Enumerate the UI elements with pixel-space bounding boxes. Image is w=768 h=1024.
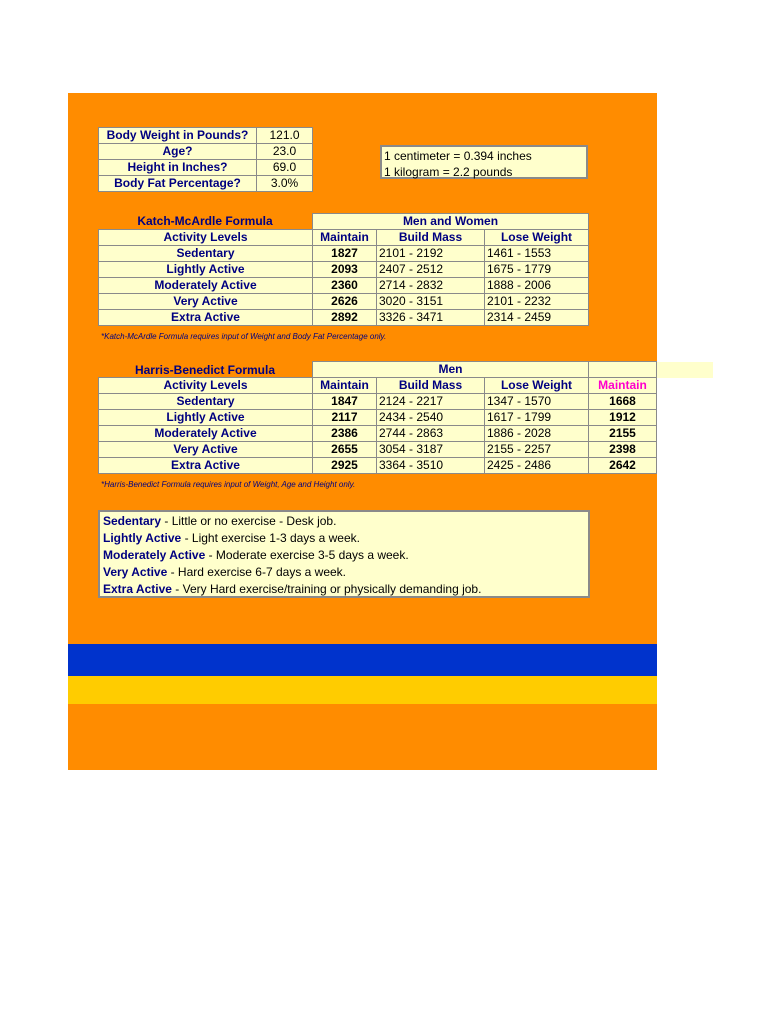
legend-line bbox=[103, 547, 585, 564]
build-range: 3326 - 3471 bbox=[377, 310, 485, 326]
conversion-line: 1 kilogram = 2.2 pounds bbox=[384, 165, 513, 179]
lose-range: 2425 - 2486 bbox=[485, 458, 589, 474]
legend-desc: - Very Hard exercise/training or physically demanding job. bbox=[171, 582, 482, 596]
maintain-value: 1827 bbox=[313, 246, 377, 262]
build-range: 2124 - 2217 bbox=[377, 394, 485, 410]
legend-line bbox=[103, 513, 585, 530]
build-range: 2434 - 2540 bbox=[377, 410, 485, 426]
col-header: Build Mass bbox=[377, 378, 485, 394]
maintain-value: 2386 bbox=[313, 426, 377, 442]
yellow-band bbox=[68, 676, 657, 704]
legend-desc: - Little or no exercise - Desk job. bbox=[161, 514, 337, 528]
maintain-value: 2117 bbox=[313, 410, 377, 426]
lose-range: 1886 - 2028 bbox=[485, 426, 589, 442]
legend-term: Very Active bbox=[103, 565, 168, 579]
conversion-box bbox=[380, 145, 588, 179]
harris-table bbox=[98, 361, 657, 474]
legend-desc: - Hard exercise 6-7 days a week. bbox=[167, 565, 347, 579]
overflow-strip bbox=[657, 362, 713, 378]
maintain-value-2: 1668 bbox=[589, 394, 657, 410]
maintain-value: 2925 bbox=[313, 458, 377, 474]
table-header-row bbox=[99, 230, 589, 246]
table-header-row bbox=[99, 378, 657, 394]
table-row bbox=[99, 294, 589, 310]
table-row bbox=[99, 394, 657, 410]
col-header: Lose Weight bbox=[485, 378, 589, 394]
build-range: 2714 - 2832 bbox=[377, 278, 485, 294]
col-header: Maintain bbox=[313, 378, 377, 394]
input-label: Height in Inches? bbox=[99, 160, 257, 176]
build-range: 2407 - 2512 bbox=[377, 262, 485, 278]
spreadsheet-page bbox=[68, 93, 657, 770]
maintain-value-2: 2642 bbox=[589, 458, 657, 474]
activity-level: Sedentary bbox=[99, 246, 313, 262]
table-row bbox=[99, 278, 589, 294]
table-row bbox=[99, 262, 589, 278]
harris-title: Harris-Benedict Formula bbox=[134, 363, 276, 377]
table-row bbox=[99, 310, 589, 326]
legend-term: Sedentary bbox=[103, 514, 162, 528]
activity-level: Very Active bbox=[99, 442, 313, 458]
input-label: Body Fat Percentage? bbox=[99, 176, 257, 192]
legend-line bbox=[103, 530, 585, 547]
spacer bbox=[99, 362, 313, 378]
input-row bbox=[99, 144, 313, 160]
col-header-women-maintain: Maintain bbox=[589, 378, 657, 394]
table-row bbox=[99, 246, 589, 262]
col-header: Maintain bbox=[313, 230, 377, 246]
legend-term: Lightly Active bbox=[103, 531, 182, 545]
activity-level: Extra Active bbox=[99, 310, 313, 326]
input-row bbox=[99, 128, 313, 144]
activity-level: Lightly Active bbox=[99, 262, 313, 278]
lose-range: 1675 - 1779 bbox=[485, 262, 589, 278]
table-row bbox=[99, 426, 657, 442]
lose-range: 1461 - 1553 bbox=[485, 246, 589, 262]
activity-level: Lightly Active bbox=[99, 410, 313, 426]
input-label: Age? bbox=[99, 144, 257, 160]
input-value[interactable]: 121.0 bbox=[257, 128, 313, 144]
build-range: 3364 - 3510 bbox=[377, 458, 485, 474]
legend-line bbox=[103, 564, 585, 581]
blank-cell bbox=[589, 362, 657, 378]
katch-group-header: Men and Women bbox=[313, 214, 589, 230]
col-header: Activity Levels bbox=[99, 378, 313, 394]
activity-level: Sedentary bbox=[99, 394, 313, 410]
harris-note: *Harris-Benedict Formula requires input of Weight, Age and Height only. bbox=[101, 480, 356, 489]
conversion-line: 1 centimeter = 0.394 inches bbox=[384, 149, 532, 163]
maintain-value: 2626 bbox=[313, 294, 377, 310]
activity-level: Very Active bbox=[99, 294, 313, 310]
katch-table bbox=[98, 213, 589, 326]
col-header: Activity Levels bbox=[99, 230, 313, 246]
build-range: 2101 - 2192 bbox=[377, 246, 485, 262]
maintain-value: 1847 bbox=[313, 394, 377, 410]
maintain-value: 2655 bbox=[313, 442, 377, 458]
lose-range: 2155 - 2257 bbox=[485, 442, 589, 458]
build-range: 3054 - 3187 bbox=[377, 442, 485, 458]
lose-range: 2314 - 2459 bbox=[485, 310, 589, 326]
col-header: Lose Weight bbox=[485, 230, 589, 246]
maintain-value-2: 2398 bbox=[589, 442, 657, 458]
input-row bbox=[99, 176, 313, 192]
legend-desc: - Light exercise 1-3 days a week. bbox=[181, 531, 360, 545]
input-value[interactable]: 3.0% bbox=[257, 176, 313, 192]
build-range: 2744 - 2863 bbox=[377, 426, 485, 442]
lose-range: 1888 - 2006 bbox=[485, 278, 589, 294]
activity-level: Moderately Active bbox=[99, 278, 313, 294]
activity-level: Extra Active bbox=[99, 458, 313, 474]
inputs-table bbox=[98, 127, 313, 192]
maintain-value: 2892 bbox=[313, 310, 377, 326]
maintain-value: 2360 bbox=[313, 278, 377, 294]
col-header: Build Mass bbox=[377, 230, 485, 246]
lose-range: 1617 - 1799 bbox=[485, 410, 589, 426]
katch-title: Katch-McArdle Formula bbox=[137, 214, 273, 228]
maintain-value-2: 1912 bbox=[589, 410, 657, 426]
spacer bbox=[99, 214, 313, 230]
maintain-value: 2093 bbox=[313, 262, 377, 278]
katch-note: *Katch-McArdle Formula requires input of Weight and Body Fat Percentage only. bbox=[101, 332, 387, 341]
input-value[interactable]: 23.0 bbox=[257, 144, 313, 160]
table-row bbox=[99, 442, 657, 458]
activity-level: Moderately Active bbox=[99, 426, 313, 442]
build-range: 3020 - 3151 bbox=[377, 294, 485, 310]
input-row bbox=[99, 160, 313, 176]
input-value[interactable]: 69.0 bbox=[257, 160, 313, 176]
legend-line bbox=[103, 581, 585, 598]
lose-range: 1347 - 1570 bbox=[485, 394, 589, 410]
legend-desc: - Moderate exercise 3-5 days a week. bbox=[205, 548, 409, 562]
input-label: Body Weight in Pounds? bbox=[99, 128, 257, 144]
maintain-value-2: 2155 bbox=[589, 426, 657, 442]
table-row bbox=[99, 458, 657, 474]
activity-legend bbox=[98, 510, 590, 598]
lose-range: 2101 - 2232 bbox=[485, 294, 589, 310]
legend-term: Moderately Active bbox=[103, 548, 206, 562]
harris-group-header: Men bbox=[313, 362, 589, 378]
blue-band bbox=[68, 644, 657, 676]
legend-term: Extra Active bbox=[103, 582, 172, 596]
table-row bbox=[99, 410, 657, 426]
